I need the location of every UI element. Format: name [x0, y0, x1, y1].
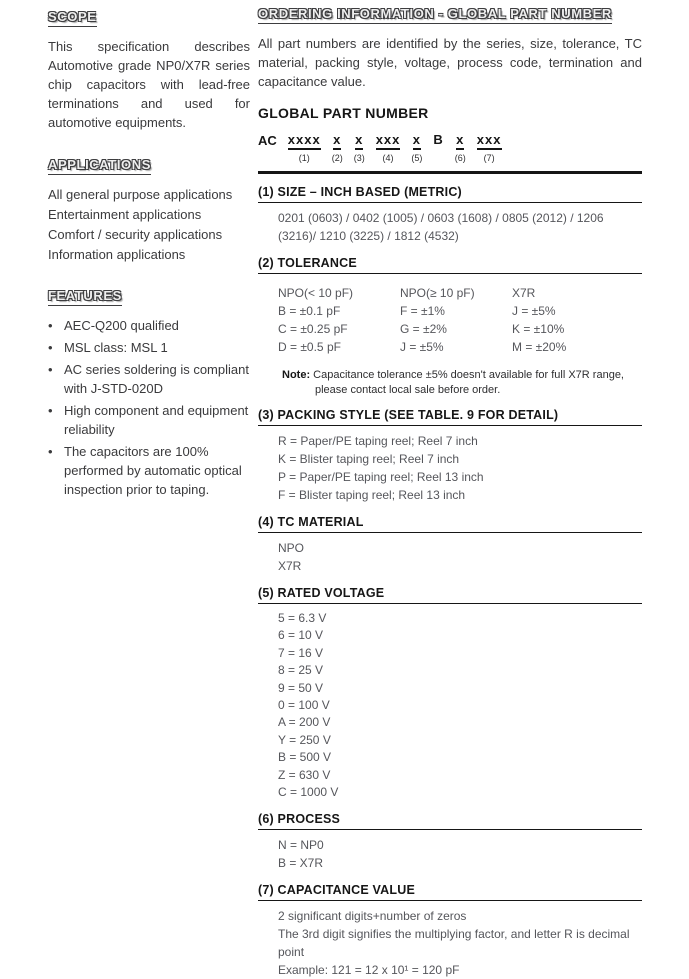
note-text-line2: please contact local sale before order. — [315, 383, 501, 396]
tolerance-table — [278, 284, 642, 356]
features-item: • AC series soldering is compliant with J-STD-020D — [48, 360, 250, 398]
features-item: • AEC-Q200 qualified — [48, 316, 250, 335]
section-heading-size: (1) SIZE – INCH BASED (METRIC) — [258, 185, 642, 203]
scope-paragraph: This specification describes Automotive grade NP0/X7R series chip capacitors with lead-free terminations and used for automotive equipments. — [48, 39, 250, 130]
tolerance-cell: K = ±10% — [512, 322, 565, 336]
left-column — [48, 8, 250, 502]
part-number-segment: x (2) — [331, 132, 343, 163]
packing-style-item: F = Blister taping reel; Reel 13 inch — [278, 488, 466, 502]
section-content-process — [278, 836, 642, 872]
tolerance-note — [282, 368, 642, 397]
part-number-prefix: AC — [258, 133, 277, 148]
tolerance-column-header: NPO(≥ 10 pF) — [400, 286, 475, 300]
tolerance-column-npo-lt10 — [278, 284, 400, 356]
rated-voltage-item: Y = 250 V — [278, 732, 331, 747]
part-number-segment: x (6) — [454, 132, 466, 163]
section-heading-tc-material: (4) TC MATERIAL — [258, 515, 642, 533]
capacitance-example-line: Example: 121 = 12 x 10¹ = 120 pF — [278, 963, 460, 978]
section-content-capacitance-value — [278, 907, 642, 979]
applications-item: Entertainment applications — [48, 207, 202, 222]
applications-item: All general purpose applications — [48, 187, 233, 202]
process-item: N = NP0 — [278, 838, 324, 853]
applications-section — [48, 156, 250, 265]
features-heading: FEATURES — [48, 288, 122, 306]
capacitance-rule-line: 2 significant digits+number of zeros — [278, 909, 467, 924]
tolerance-column-header: X7R — [512, 286, 536, 300]
section-heading-rated-voltage: (5) RATED VOLTAGE — [258, 586, 642, 604]
part-number-segment: xxx (7) — [476, 132, 502, 163]
section-content-packing-style — [278, 432, 642, 504]
tolerance-cell: M = ±20% — [512, 340, 567, 354]
rated-voltage-item: 7 = 16 V — [278, 645, 324, 660]
part-number-diagram — [258, 133, 642, 163]
section-heading-process: (6) PROCESS — [258, 812, 642, 830]
tolerance-cell: F = ±1% — [400, 304, 445, 318]
packing-style-item: R = Paper/PE taping reel; Reel 7 inch — [278, 434, 478, 448]
size-values: 0201 (0603) / 0402 (1005) / 0603 (1608) / 0805 (2012) / 1206 (3216)/ 1210 (3225) / 1812 (4532) — [278, 211, 604, 243]
section-heading-capacitance-value: (7) CAPACITANCE VALUE — [258, 883, 642, 901]
rated-voltage-item: 8 = 25 V — [278, 663, 324, 678]
part-number-index: (2) — [331, 153, 343, 163]
tolerance-column-x7r — [512, 284, 642, 356]
rated-voltage-item: C = 1000 V — [278, 785, 339, 800]
note-text-line1: Capacitance tolerance ±5% doesn't available for full X7R range, — [313, 369, 624, 381]
tolerance-cell: G = ±2% — [400, 322, 447, 336]
tolerance-cell: J = ±5% — [400, 340, 444, 354]
part-number-index: (4) — [382, 153, 394, 163]
divider-rule — [258, 171, 642, 174]
features-section — [48, 287, 250, 499]
section-content-rated-voltage — [278, 610, 642, 801]
scope-heading: SCOPE — [48, 9, 97, 27]
tolerance-cell: J = ±5% — [512, 304, 556, 318]
part-number-segment: x (5) — [411, 132, 423, 163]
packing-style-item: P = Paper/PE taping reel; Reel 13 inch — [278, 470, 484, 484]
applications-item: Comfort / security applications — [48, 227, 223, 242]
process-item: B = X7R — [278, 856, 324, 871]
scope-section — [48, 8, 250, 132]
features-item: • MSL class: MSL 1 — [48, 338, 250, 357]
part-number-index: (3) — [353, 153, 365, 163]
features-item: • The capacitors are 100% performed by automatic optical inspection prior to taping. — [48, 442, 250, 499]
tolerance-cell: D = ±0.5 pF — [278, 340, 341, 354]
rated-voltage-item: 9 = 50 V — [278, 680, 324, 695]
section-content-tc-material — [278, 539, 642, 575]
tolerance-cell: C = ±0.25 pF — [278, 322, 348, 336]
global-part-number-heading: GLOBAL PART NUMBER — [258, 105, 429, 121]
applications-heading: APPLICATIONS — [48, 157, 151, 175]
part-number-segment: xxxx (1) — [287, 132, 321, 163]
right-column — [258, 5, 642, 979]
section-heading-packing-style: (3) PACKING STYLE (SEE TABLE. 9 FOR DETAIL) — [258, 408, 642, 426]
part-number-segment: xxx (4) — [375, 132, 401, 163]
tolerance-cell: B = ±0.1 pF — [278, 304, 341, 318]
features-list — [48, 316, 250, 499]
tc-material-item: X7R — [278, 559, 302, 573]
part-number-index: (6) — [454, 153, 466, 163]
rated-voltage-item: Z = 630 V — [278, 767, 331, 782]
tc-material-item: NPO — [278, 541, 305, 555]
tolerance-column-header: NPO(< 10 pF) — [278, 286, 354, 300]
packing-style-item: K = Blister taping reel; Reel 7 inch — [278, 452, 460, 466]
rated-voltage-item: 5 = 6.3 V — [278, 611, 327, 625]
features-item: • High component and equipment reliability — [48, 401, 250, 439]
ordering-intro-paragraph: All part numbers are identified by the series, size, tolerance, TC material, packing style, voltage, process code, termination and capacitance value. — [258, 36, 642, 89]
capacitance-rule-line: The 3rd digit signifies the multiplying factor, and letter R is decimal point — [278, 927, 630, 960]
part-number-segment: B — [433, 132, 444, 147]
ordering-information-heading: ORDERING INFORMATION - GLOBAL PART NUMBER — [258, 6, 612, 24]
tolerance-column-npo-ge10 — [400, 284, 512, 356]
rated-voltage-item: 6 = 10 V — [278, 628, 324, 643]
applications-list — [48, 185, 250, 265]
part-number-segment: x (3) — [353, 132, 365, 163]
section-heading-tolerance: (2) TOLERANCE — [258, 256, 642, 274]
part-number-index: (5) — [411, 153, 423, 163]
rated-voltage-item: A = 200 V — [278, 715, 331, 730]
note-label: Note: — [282, 369, 311, 381]
applications-item: Information applications — [48, 247, 186, 262]
part-number-index: (7) — [483, 153, 495, 163]
part-number-index: (1) — [298, 153, 310, 163]
rated-voltage-item: 0 = 100 V — [278, 698, 330, 713]
rated-voltage-item: B = 500 V — [278, 750, 332, 765]
section-content-size — [278, 209, 642, 245]
